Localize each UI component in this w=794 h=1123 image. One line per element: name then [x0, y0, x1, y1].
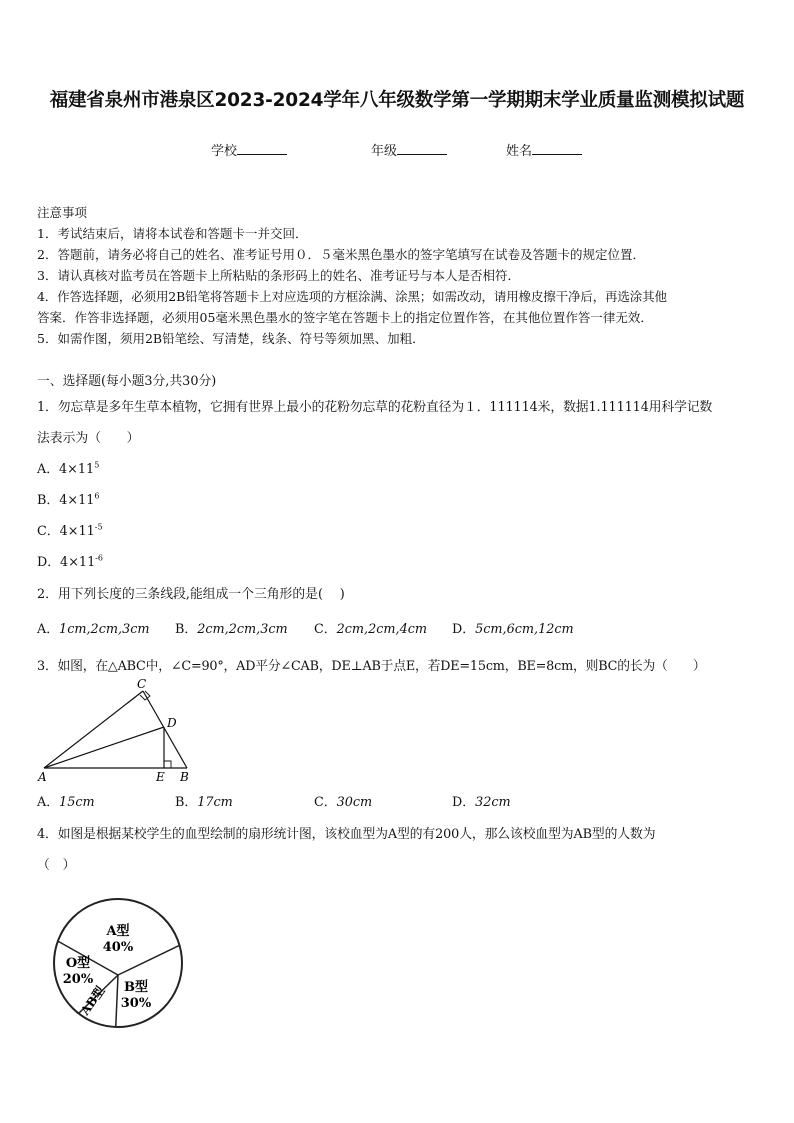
option-label: A．4×11	[37, 462, 95, 477]
option-label: C．4×11	[37, 524, 95, 539]
q1-stem-line1: 1．勿忘草是多年生草本植物，它拥有世界上最小的花粉勿忘草的花粉直径为１．111114米，数据1.111114用科学记数	[37, 400, 713, 415]
notice-item: 5．如需作图，须用2B铅笔绘、写清楚，线条、符号等须加黑、加粗．	[37, 331, 425, 346]
q1-option-b[interactable]	[37, 489, 99, 508]
pie-slice-label: A型	[106, 924, 130, 939]
option-letter: B．	[175, 795, 198, 810]
option-value: 2cm,2cm,3cm	[197, 622, 288, 637]
name-blank[interactable]	[532, 142, 582, 155]
option-value: 30cm	[336, 795, 373, 810]
segment-cb	[143, 691, 187, 768]
notice-item: 答案．作答非选择题，必须用05毫米黑色墨水的签字笔在答题卡上的指定位置作答，在其他位置作答一律无效．	[37, 310, 653, 325]
q3-option-a[interactable]	[37, 791, 95, 810]
pie-slice-percent: 20%	[62, 972, 94, 987]
option-exponent: 6	[94, 491, 100, 501]
option-value: 2cm,2cm,4cm	[336, 622, 428, 637]
school-field[interactable]	[211, 140, 287, 159]
q2-option-a[interactable]	[37, 618, 150, 637]
segment-ad	[44, 727, 164, 768]
label-a: A	[38, 770, 47, 784]
segment-ac	[44, 691, 143, 768]
right-angle-e	[164, 761, 171, 768]
option-letter: C．	[314, 795, 337, 810]
notice-item: 1．考试结束后，请将本试卷和答题卡一并交回．	[37, 226, 308, 241]
option-label: B．4×11	[37, 493, 95, 508]
option-value: 15cm	[59, 795, 95, 810]
notice-item: 4．作答选择题，必须用2B铅笔将答题卡上对应选项的方框涂满、涂黑；如需改动，请用橡皮擦干净后，再选涂其他	[37, 289, 667, 304]
grade-blank[interactable]	[397, 142, 447, 155]
q3-stem: 3．如图，在△ABC中，∠C=90°，AD平分∠CAB，DE⊥AB于点E，若DE=15cm，BE=8cm，则BC的长为（ ）	[37, 659, 706, 674]
q1-option-a[interactable]	[37, 458, 99, 477]
q4-stem-line1: 4．如图是根据某校学生的血型绘制的扇形统计图，该校血型为A型的有200人，那么该校血型为AB型的人数为	[37, 827, 656, 842]
q1-option-d[interactable]	[37, 551, 103, 570]
option-letter: C．	[314, 622, 337, 637]
pie-slice-percent: 40%	[102, 940, 134, 955]
q3-option-c[interactable]	[314, 791, 372, 810]
option-letter: A．	[37, 795, 60, 810]
label-d: D	[167, 716, 177, 730]
grade-label: 年级	[371, 144, 398, 159]
option-value: 32cm	[475, 795, 511, 810]
grade-field[interactable]	[371, 140, 447, 159]
pie-slice-label: B型	[124, 980, 148, 995]
notice-item: 2．答题前，请务必将自己的姓名、准考证号用０．５毫米黑色墨水的签字笔填写在试卷及答题卡的规定位置．	[37, 247, 645, 262]
notice-item: 3．请认真核对监考员在答题卡上所粘贴的条形码上的姓名、准考证号与本人是否相符．	[37, 268, 520, 283]
pie-slice-label: AB型	[77, 983, 108, 1018]
label-b: B	[180, 770, 189, 784]
notice-heading: 注意事项	[37, 205, 88, 220]
option-letter: B．	[175, 622, 198, 637]
option-letter: D．	[452, 622, 476, 637]
q1-option-c[interactable]	[37, 520, 103, 539]
page-title: 福建省泉州市港泉区2023-2024学年八年级数学第一学期期末学业质量监测模拟试题	[49, 90, 745, 111]
blood-type-pie-chart	[50, 895, 186, 1031]
option-value: 1cm,2cm,3cm	[59, 622, 150, 637]
name-label: 姓名	[506, 144, 533, 159]
q2-option-b[interactable]	[175, 618, 288, 637]
option-value: 17cm	[197, 795, 233, 810]
q2-option-c[interactable]	[314, 618, 427, 637]
pie-slice-label: O型	[65, 956, 91, 971]
option-exponent: -6	[95, 553, 104, 563]
option-value: 5cm,6cm,12cm	[475, 622, 574, 637]
option-exponent: 5	[94, 460, 100, 470]
option-exponent: -5	[94, 522, 103, 532]
option-letter: D．	[452, 795, 476, 810]
q4-stem-line2: （ ）	[37, 858, 76, 873]
name-field[interactable]	[506, 140, 582, 159]
q2-option-d[interactable]	[452, 618, 574, 637]
q2-stem: 2．用下列长度的三条线段,能组成一个三角形的是( )	[37, 587, 345, 602]
q3-option-d[interactable]	[452, 791, 511, 810]
option-letter: A．	[37, 622, 60, 637]
triangle-figure	[30, 675, 205, 785]
pie-slice-percent: 30%	[120, 996, 152, 1011]
school-blank[interactable]	[237, 142, 287, 155]
label-e: E	[156, 770, 165, 784]
school-label: 学校	[211, 144, 238, 159]
label-c: C	[137, 677, 147, 691]
section-heading: 一、选择题(每小题3分,共30分)	[37, 374, 217, 389]
option-label: D．4×11	[37, 555, 96, 570]
q3-option-b[interactable]	[175, 791, 233, 810]
q1-stem-line2: 法表示为（ ）	[37, 431, 140, 446]
